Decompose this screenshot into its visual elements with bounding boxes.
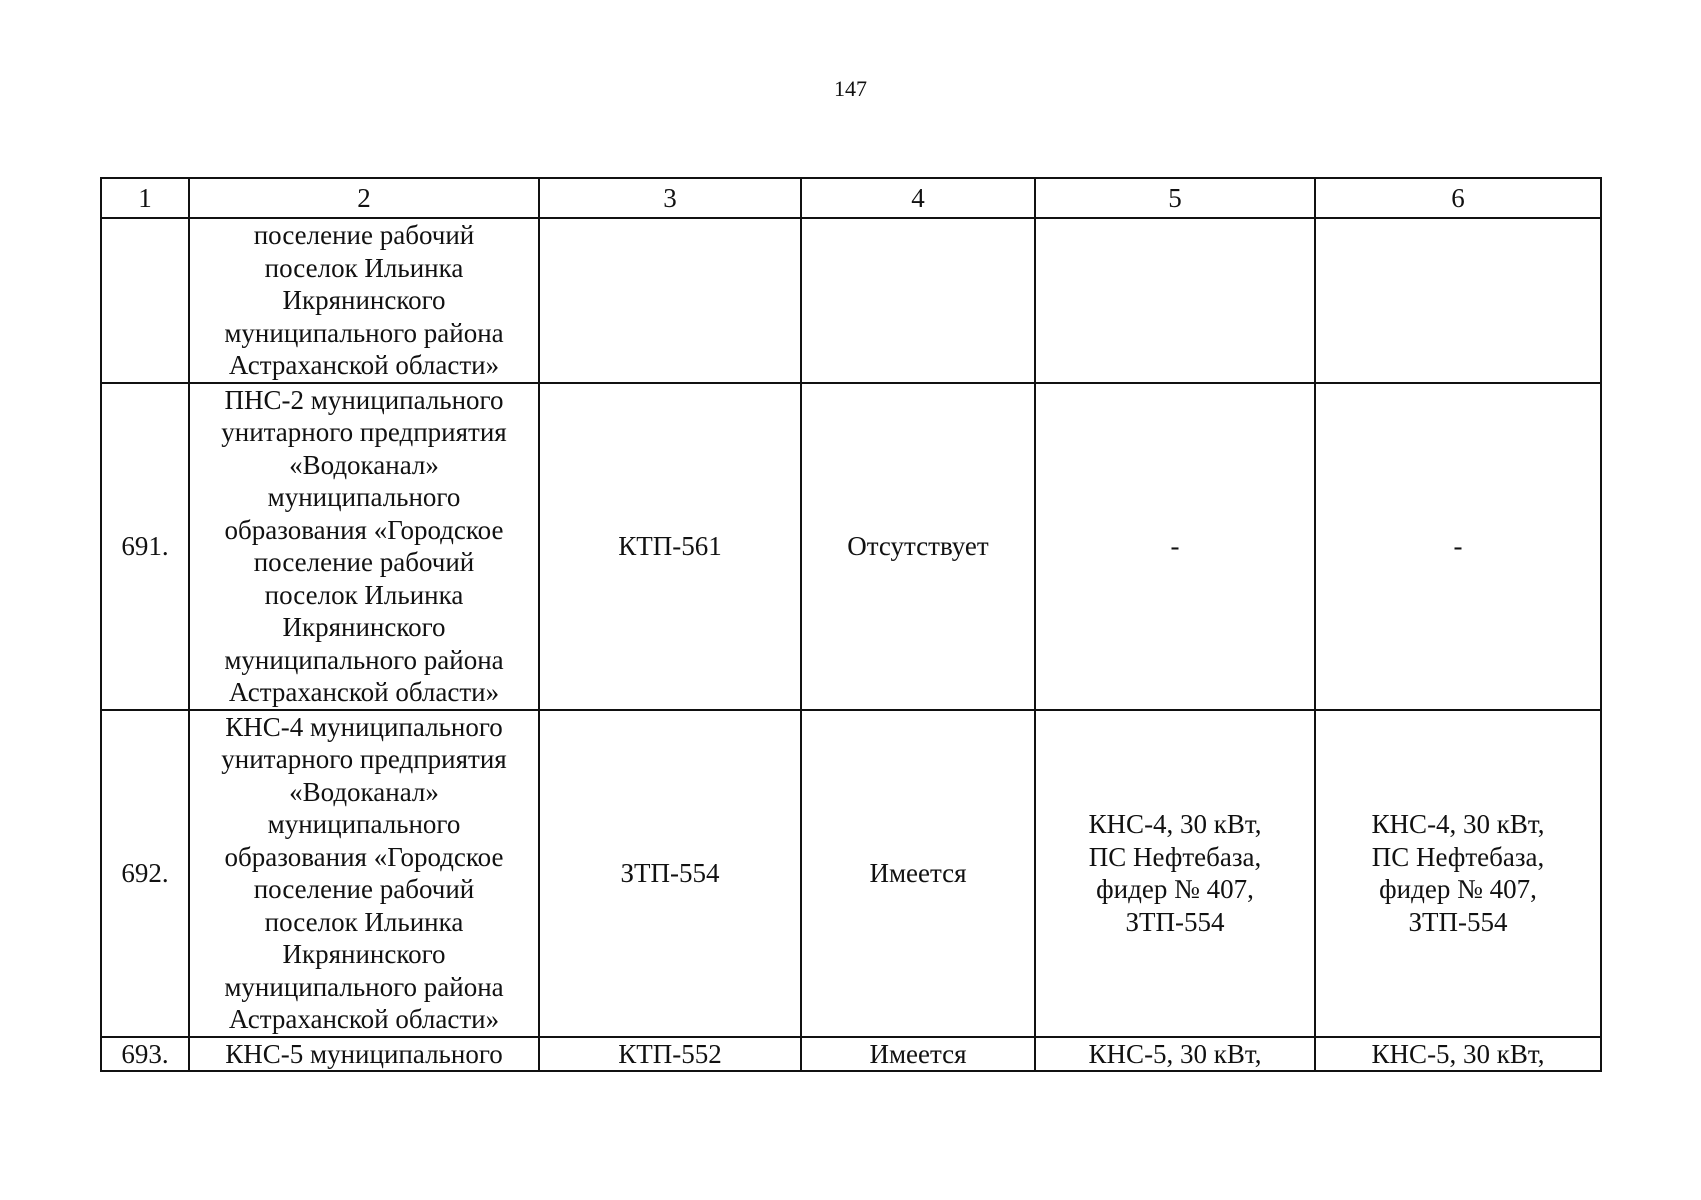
object-name-cell: КНС-5 муниципального <box>189 1037 539 1072</box>
header-cell-5: 5 <box>1035 178 1315 218</box>
details-cell-6: КНС-5, 30 кВт, <box>1315 1037 1601 1072</box>
table-row <box>101 1037 1601 1072</box>
data-table <box>100 177 1602 1072</box>
table-row <box>101 383 1601 710</box>
header-cell-6: 6 <box>1315 178 1601 218</box>
header-row <box>101 178 1601 218</box>
details-cell-6: - <box>1315 383 1601 710</box>
substation-cell: ЗТП-554 <box>539 710 801 1037</box>
availability-cell: Имеется <box>801 1037 1035 1072</box>
row-number-cell <box>101 218 189 383</box>
availability-cell: Имеется <box>801 710 1035 1037</box>
details-cell-6 <box>1315 218 1601 383</box>
table-row <box>101 710 1601 1037</box>
details-cell-5: КНС-4, 30 кВт, ПС Нефтебаза, фидер № 407, ЗТП-554 <box>1035 710 1315 1037</box>
details-cell-6: КНС-4, 30 кВт, ПС Нефтебаза, фидер № 407, ЗТП-554 <box>1315 710 1601 1037</box>
object-name-cell: поселение рабочий поселок Ильинка Икрянинского муниципального района Астраханской области» <box>189 218 539 383</box>
table-row <box>101 218 1601 383</box>
object-name-cell: ПНС-2 муниципального унитарного предприятия «Водоканал» муниципального образования «Городское поселение рабочий поселок Ильинка Икрянинского муниципального района Астраханской области» <box>189 383 539 710</box>
substation-cell <box>539 218 801 383</box>
header-cell-3: 3 <box>539 178 801 218</box>
header-cell-4: 4 <box>801 178 1035 218</box>
details-cell-5: - <box>1035 383 1315 710</box>
details-cell-5: КНС-5, 30 кВт, <box>1035 1037 1315 1072</box>
substation-cell: КТП-561 <box>539 383 801 710</box>
row-number-cell: 691. <box>101 383 189 710</box>
page-number: 147 <box>834 76 867 101</box>
row-number-cell: 693. <box>101 1037 189 1072</box>
row-number-cell: 692. <box>101 710 189 1037</box>
header-cell-1: 1 <box>101 178 189 218</box>
header-cell-2: 2 <box>189 178 539 218</box>
object-name-cell: КНС-4 муниципального унитарного предприятия «Водоканал» муниципального образования «Городское поселение рабочий поселок Ильинка Икрянинского муниципального района Астраханской области» <box>189 710 539 1037</box>
availability-cell <box>801 218 1035 383</box>
details-cell-5 <box>1035 218 1315 383</box>
availability-cell: Отсутствует <box>801 383 1035 710</box>
substation-cell: КТП-552 <box>539 1037 801 1072</box>
